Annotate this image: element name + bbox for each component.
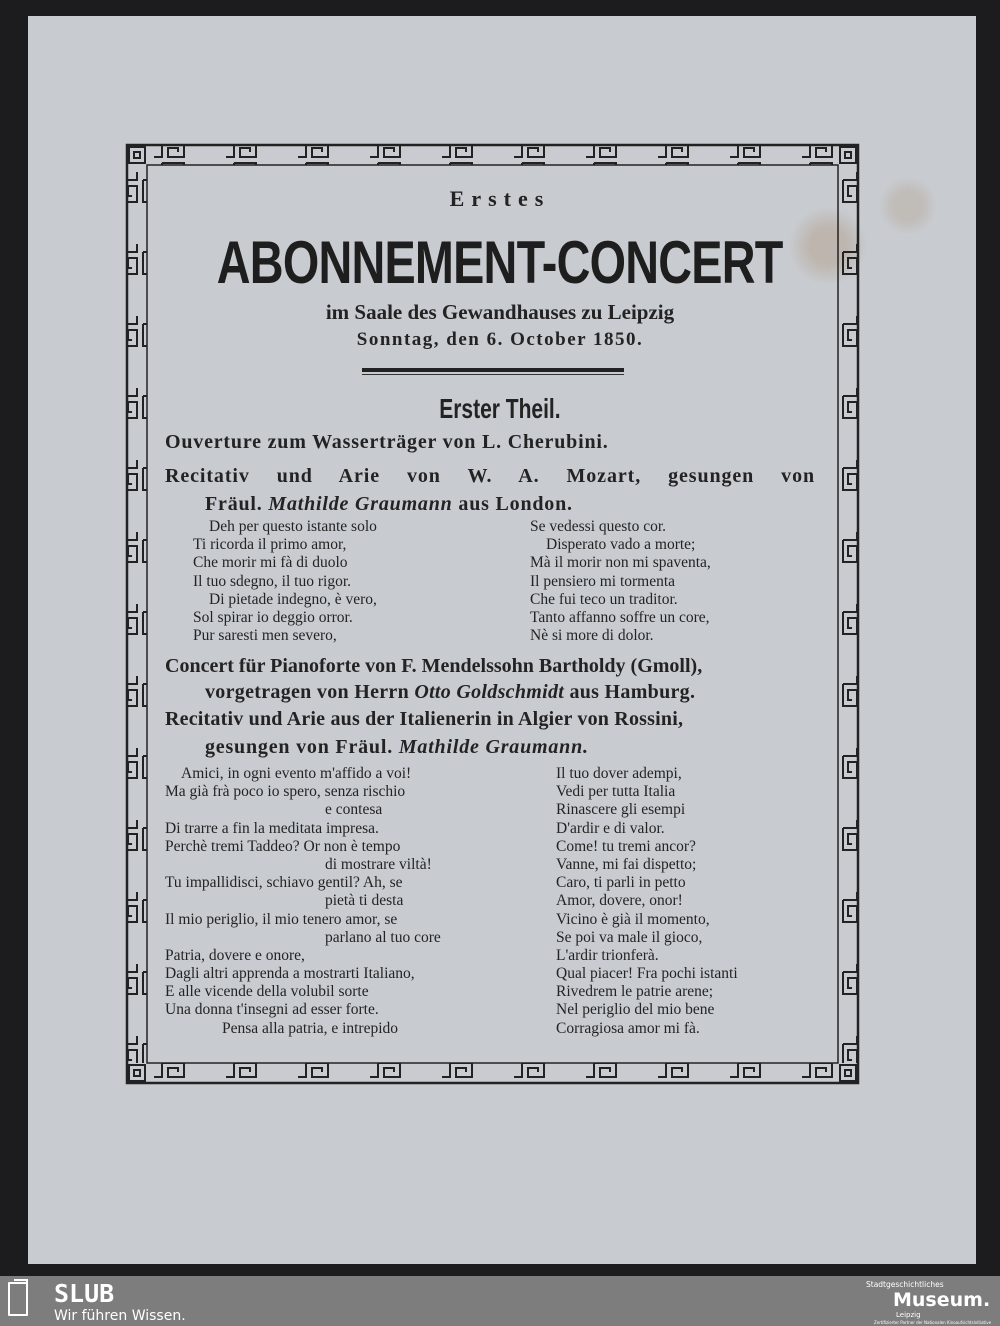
program-item-concert: Concert für Pianoforte von F. Mendelssohn Bartholdy (Gmoll), <box>165 655 703 677</box>
program-item-rossini: Recitativ und Arie aus der Italienerin in Algier von Rossini, <box>165 708 684 730</box>
performer-name: Mathilde Graumann <box>268 493 453 515</box>
heading-erstes: Erstes <box>449 186 551 211</box>
performer-prefix: gesungen von Fräul. <box>205 736 399 758</box>
lyric-line: Che fui teco un traditor. <box>530 590 678 608</box>
performer-origin: aus London. <box>452 493 573 515</box>
lyric-line: Tanto affanno soffre un core, <box>530 608 710 626</box>
slub-tagline: Wir führen Wissen. <box>54 1308 186 1324</box>
lyric-line: Ma già frà poco io spero, senza rischio <box>165 783 406 801</box>
lyric-line: Nel periglio del mio bene <box>556 1001 715 1019</box>
lyric-line: Nè si more di dolor. <box>530 627 654 645</box>
divider <box>362 368 624 372</box>
lyric-line: E alle vicende della volubil sorte <box>165 983 369 1001</box>
program-item-overture: Ouverture zum Wasserträger von L. Cherubini. <box>165 431 609 453</box>
lyric-line: Una donna t'insegni ad esser forte. <box>165 1001 379 1019</box>
program-item-rossini-performer <box>205 736 589 759</box>
lyric-line: Corragiosa amor mi fà. <box>556 1019 700 1037</box>
museum-prefix: Stadtgeschichtliches <box>866 1280 944 1289</box>
lyric-line: Vicino è già il momento, <box>556 910 710 928</box>
lyric-line: Vanne, mi fai dispetto; <box>556 855 697 873</box>
lyrics1-right <box>530 518 711 645</box>
museum-note: Zertifizierter Partner der Nationalen Kinoaufsichtsinitiative <box>874 1320 992 1325</box>
lyric-line: Qual piacer! Fra pochi istanti <box>556 965 738 983</box>
lyric-line: Pur saresti men severo, <box>193 627 337 645</box>
divider-thin <box>362 374 624 375</box>
performer-name: Otto Goldschmidt <box>414 681 565 703</box>
lyric-line: Tu impallidisci, schiavo gentil? Ah, se <box>165 874 403 892</box>
program-item-concert-performer <box>205 681 695 704</box>
lyric-line: di mostrare viltà! <box>325 855 432 873</box>
performer-prefix: vorgetragen von Herrn <box>205 681 415 703</box>
lyrics2-left <box>165 765 441 1038</box>
lyric-line: Mà il morir non mi spaventa, <box>530 554 711 572</box>
lyric-line: Vedi per tutta Italia <box>556 783 676 801</box>
performer-origin: aus Hamburg. <box>564 681 696 703</box>
slub-logo-text: SLUB <box>54 1279 115 1308</box>
lyric-line: Come! tu tremi ancor? <box>556 837 696 855</box>
concert-date: Sonntag, den 6. October 1850. <box>356 329 644 350</box>
lyric-line: Pensa alla patria, e intrepido <box>222 1019 399 1037</box>
lyric-line: e contesa <box>325 801 383 819</box>
lyric-line: Caro, ti parli in petto <box>556 874 686 892</box>
performer-name: Mathilde Graumann. <box>398 736 589 758</box>
lyric-line: Disperato vado a morte; <box>546 536 696 554</box>
title-block <box>0 228 1000 297</box>
lyric-line: Se vedessi questo cor. <box>530 518 667 535</box>
slub-book-icon <box>8 1282 28 1316</box>
lyric-line: Il pensiero mi tormenta <box>530 572 676 590</box>
lyric-line: Il mio periglio, il mio tenero amor, se <box>165 910 398 928</box>
lyric-line: Sol spirar io deggio orror. <box>193 608 353 626</box>
lyric-line: Di trarre a fin la meditata impresa. <box>165 819 379 837</box>
lyric-line: parlano al tuo core <box>325 928 441 946</box>
lyric-line: Dagli altri apprenda a mostrarti Italiano, <box>165 965 415 983</box>
footer-bar <box>0 1276 1000 1326</box>
lyric-line: Deh per questo istante solo <box>209 518 377 535</box>
lyric-line: Ti ricorda il primo amor, <box>193 536 347 554</box>
lyric-line: Il tuo sdegno, il tuo rigor. <box>193 572 352 590</box>
lyric-line: Rinascere gli esempi <box>556 801 686 819</box>
lyric-line: Patria, dovere e onore, <box>165 946 305 964</box>
lyric-line: Il tuo dover adempi, <box>556 765 682 782</box>
lyric-line: Rivedrem le patrie arene; <box>556 983 714 1001</box>
museum-logo-text: Museum. <box>893 1289 991 1311</box>
lyric-line: Se poi va male il gioco, <box>556 928 703 946</box>
lyric-line: Amor, dovere, onor! <box>556 892 683 910</box>
museum-city: Leipzig <box>896 1311 921 1319</box>
program-item-mozart-performer <box>205 493 573 516</box>
lyric-line: L'ardir trionferà. <box>556 946 659 964</box>
performer-prefix: Fräul. <box>205 493 269 515</box>
part-heading <box>0 393 1000 425</box>
lyrics2-right <box>556 765 738 1038</box>
lyric-line: Perchè tremi Taddeo? Or non è tempo <box>165 837 401 855</box>
lyric-line: D'ardir e di valor. <box>556 819 665 837</box>
page-title: ABONNEMENT-CONCERT <box>217 229 783 296</box>
part-title: Erster Theil. <box>439 393 561 424</box>
venue-subtitle: im Saale des Gewandhauses zu Leipzig <box>325 300 675 324</box>
lyric-line: pietà ti desta <box>325 892 404 910</box>
lyric-line: Che morir mi fà di duolo <box>193 554 348 572</box>
lyric-line: Di pietade indegno, è vero, <box>209 590 377 608</box>
program-item-mozart: Recitativ und Arie von W. A. Mozart, gesungen von <box>165 465 815 487</box>
lyric-line: Amici, in ogni evento m'affido a voi! <box>181 765 412 782</box>
lyrics1-left <box>193 518 377 645</box>
